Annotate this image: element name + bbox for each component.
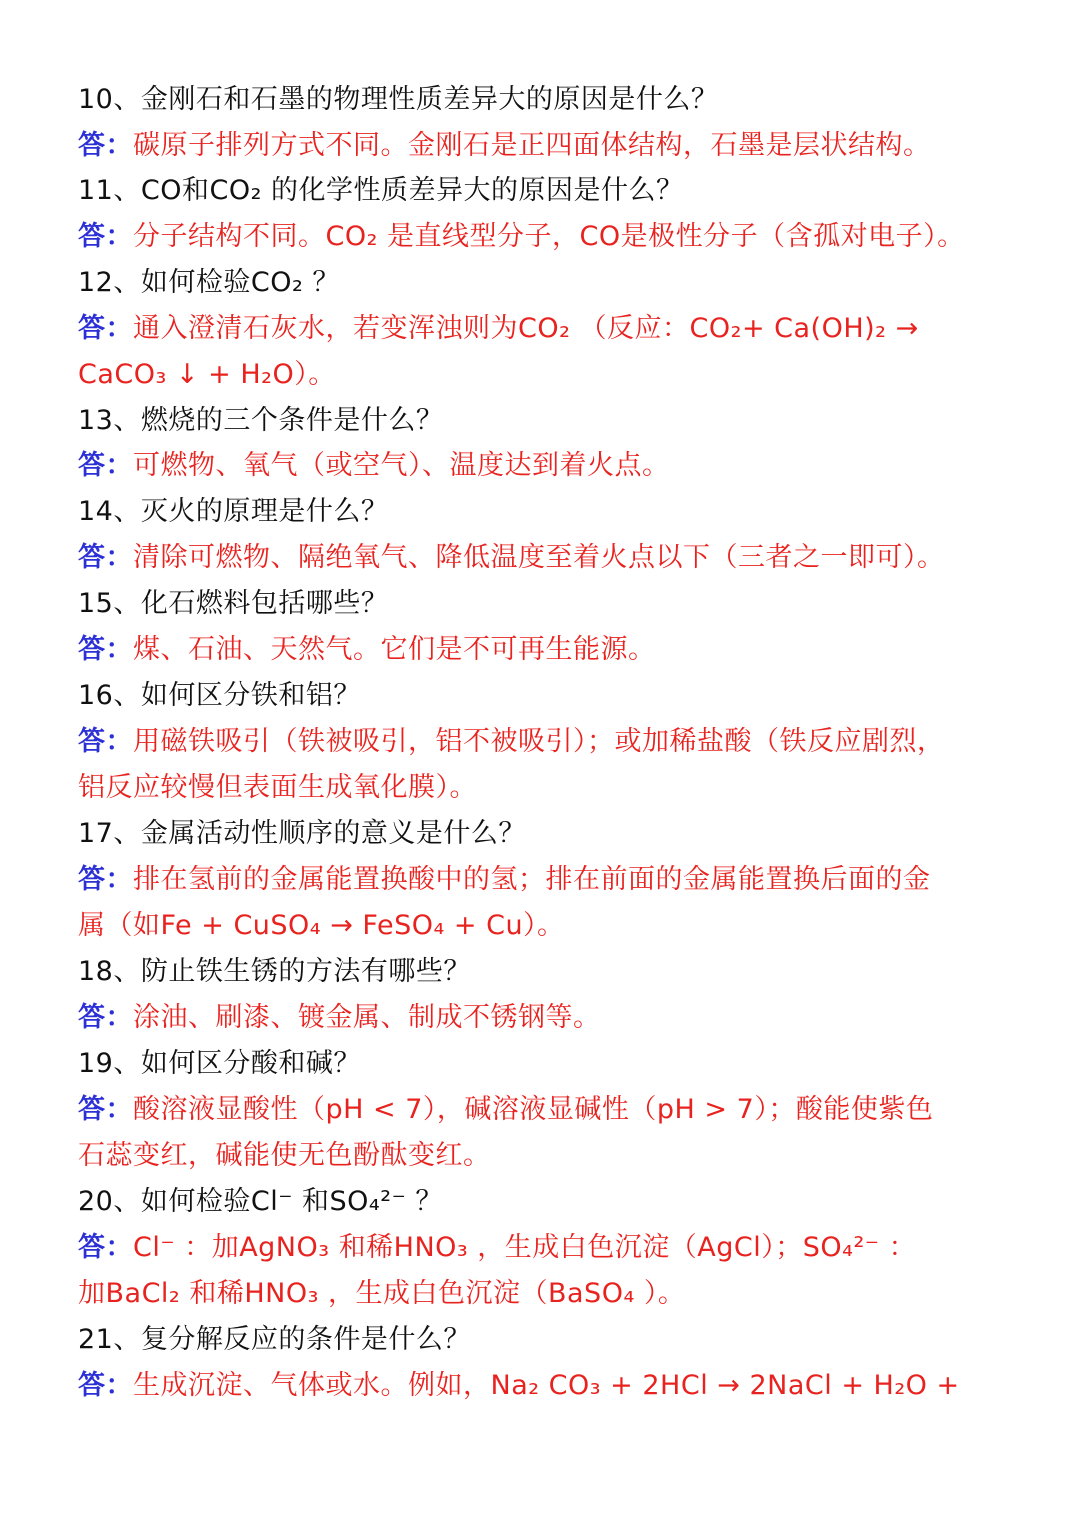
answer-label: 答： [78,450,133,481]
question-15: 15、化石燃料包括哪些？ [78,588,389,619]
answer-15-line-1 [78,627,1060,673]
answer-20-line-1 [78,1225,1060,1271]
answer-label: 答： [78,313,133,344]
answer-label: 答： [78,864,133,895]
answer-21-line-1 [78,1363,1060,1409]
answer-label: 答： [78,634,133,665]
answer-20-line-2: 加BaCl₂ 和稀HNO₃ ，生成白色沉淀（BaSO₄ ）。 [78,1278,686,1309]
answer-19-line-1 [78,1087,1060,1133]
answer-label: 答： [78,221,133,252]
answer-label: 答： [78,130,133,161]
question-13: 13、燃烧的三个条件是什么？ [78,405,444,436]
question-16: 16、如何区分铁和铝？ [78,680,361,711]
answer-label: 答： [78,1094,133,1125]
question-20: 20、如何检验Cl⁻ 和SO₄²⁻ ？ [78,1186,443,1217]
answer-19-line-2: 石蕊变红，碱能使无色酚酞变红。 [78,1140,491,1171]
answer-label: 答： [78,726,133,757]
answer-label: 答： [78,542,133,573]
answer-text: 生成沉淀、气体或水。例如，Na₂ CO₃ + 2HCl → 2NaCl + H₂O + [133,1370,960,1401]
answer-text: 通入澄清石灰水，若变浑浊则为CO₂ （反应：CO₂+ Ca(OH)₂ → [133,313,919,344]
answer-text: 用磁铁吸引（铁被吸引，铝不被吸引）；或加稀盐酸（铁反应剧烈， [133,726,945,757]
question-10: 10、金刚石和石墨的物理性质差异大的原因是什么？ [78,84,719,115]
answer-14-line-1 [78,535,1060,581]
answer-18-line-1 [78,995,1060,1041]
question-12: 12、如何检验CO₂ ？ [78,267,340,298]
question-11: 11、CO和CO₂ 的化学性质差异大的原因是什么？ [78,175,684,206]
answer-text: 清除可燃物、隔绝氧气、降低温度至着火点以下（三者之一即可）。 [133,542,945,573]
answer-text: 碳原子排列方式不同。金刚石是正四面体结构，石墨是层状结构。 [133,130,931,161]
answer-text: 分子结构不同。CO₂ 是直线型分子，CO是极性分子（含孤对电子）。 [133,221,965,252]
question-14: 14、灭火的原理是什么？ [78,496,389,527]
answer-16-line-2: 铝反应较慢但表面生成氧化膜）。 [78,772,477,803]
answer-11-line-1 [78,214,1060,260]
answer-17-line-2: 属（如Fe + CuSO₄ → FeSO₄ + Cu）。 [78,910,565,941]
answer-12-line-1 [78,306,1060,352]
answer-13-line-1 [78,443,1060,489]
answer-text: 排在氢前的金属能置换酸中的氢；排在前面的金属能置换后面的金 [133,864,931,895]
answer-label: 答： [78,1002,133,1033]
answer-text: 涂油、刷漆、镀金属、制成不锈钢等。 [133,1002,601,1033]
answer-text: 煤、石油、天然气。它们是不可再生能源。 [133,634,656,665]
answer-text: Cl⁻ ：加AgNO₃ 和稀HNO₃ ，生成白色沉淀（AgCl）；SO₄²⁻ ： [133,1232,917,1263]
question-19: 19、如何区分酸和碱？ [78,1048,361,1079]
answer-label: 答： [78,1232,133,1263]
answer-12-line-2: CaCO₃ ↓ + H₂O）。 [78,359,336,390]
answer-text: 酸溶液显酸性（pH < 7），碱溶液显碱性（pH > 7）；酸能使紫色 [133,1094,934,1125]
question-17: 17、金属活动性顺序的意义是什么？ [78,818,526,849]
question-21: 21、复分解反应的条件是什么？ [78,1324,471,1355]
answer-text: 可燃物、氧气（或空气）、温度达到着火点。 [133,450,670,481]
question-18: 18、防止铁生锈的方法有哪些？ [78,956,471,987]
answer-label: 答： [78,1370,133,1401]
answer-17-line-1 [78,857,1060,903]
answer-16-line-1 [78,719,1060,765]
answer-10-line-1 [78,123,1060,169]
